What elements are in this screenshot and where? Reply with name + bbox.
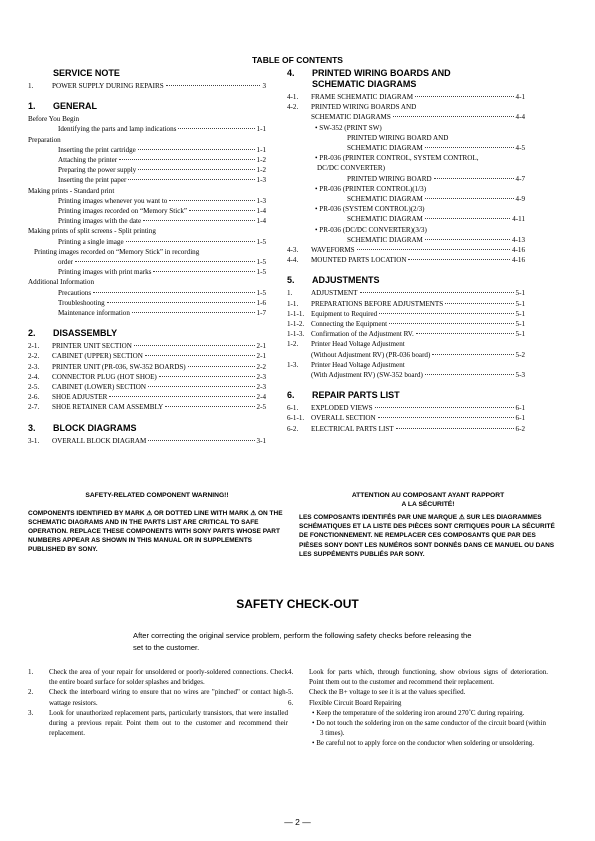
toc-entry bbox=[287, 309, 525, 319]
check-text: Check the B+ voltage to see it is at the values specified. bbox=[309, 688, 466, 697]
check-number: 3. bbox=[28, 708, 34, 717]
entry-text: PREPARATIONS BEFORE ADJUSTMENTS bbox=[311, 299, 444, 308]
leader-dots bbox=[143, 220, 254, 221]
entry-text: Printer Head Voltage Adjustment bbox=[311, 340, 405, 349]
entry-text: SCHEMATIC DIAGRAMS bbox=[311, 113, 391, 122]
entry-text: (Without Adjustment RV) (PR-036 board) bbox=[311, 350, 431, 359]
entry-page: 4-5 bbox=[515, 144, 525, 153]
toc-entry bbox=[28, 175, 266, 185]
toc-entry bbox=[287, 245, 525, 255]
toc-entry bbox=[28, 341, 266, 351]
toc-entry bbox=[287, 194, 525, 204]
entry-page: 1-2 bbox=[256, 166, 266, 175]
entry-text: Making prints of split screens - Split printing bbox=[28, 227, 156, 236]
section-heading bbox=[287, 390, 525, 401]
section-entries bbox=[287, 288, 525, 380]
entry-page: 1-3 bbox=[256, 176, 266, 185]
entry-page: 5-1 bbox=[515, 330, 525, 339]
entry-page: 1-4 bbox=[256, 207, 266, 216]
toc-subheading bbox=[287, 204, 525, 214]
section-entries bbox=[28, 114, 266, 318]
entry-text: PRINTED WIRING BOARDS AND bbox=[311, 103, 417, 112]
toc-entry bbox=[28, 257, 266, 267]
toc-entry bbox=[28, 362, 266, 372]
entry-text: Printing images recorded on “Memory Stick” bbox=[58, 207, 188, 216]
entry-page: 1-5 bbox=[256, 268, 266, 277]
leader-dots bbox=[119, 159, 254, 160]
toc-entry bbox=[28, 288, 266, 298]
entry-text: Confirmation of the Adjustment RV. bbox=[311, 330, 414, 339]
toc-subheading bbox=[287, 339, 525, 349]
entry-text: Precautions bbox=[58, 288, 92, 297]
entry-text: PRINTER UNIT (PR-036, SW-352 BOARDS) bbox=[52, 362, 186, 371]
entry-page: 1-5 bbox=[256, 237, 266, 246]
toc-subheading bbox=[287, 225, 525, 235]
page-number: — 2 — bbox=[284, 817, 311, 827]
check-text: Check the interboard wiring to ensure that no wires are "pinched" or contact high-wattage resistors. bbox=[49, 688, 288, 707]
entry-text: • PR-036 (SYSTEM CONTROL)(2/3) bbox=[315, 205, 425, 214]
check-item bbox=[28, 667, 288, 687]
leader-dots bbox=[425, 374, 514, 375]
entry-text: Printing images recorded on “Memory Stick” in recording bbox=[34, 247, 200, 256]
entry-number: 3-1. bbox=[28, 436, 40, 445]
toc-subheading bbox=[287, 153, 525, 163]
toc-entry bbox=[28, 196, 266, 206]
warning-title: SAFETY-RELATED COMPONENT WARNING!! bbox=[85, 492, 229, 499]
warning-title-line-2: A LA SÉCURITÉ! bbox=[401, 500, 455, 508]
check-text: Flexible Circuit Board Repairing bbox=[309, 698, 402, 707]
toc-entry bbox=[287, 174, 525, 184]
section-heading bbox=[28, 328, 266, 339]
leader-dots bbox=[107, 302, 255, 303]
entry-text: Inserting the print paper bbox=[58, 176, 127, 185]
section-number bbox=[28, 68, 53, 79]
toc-entry bbox=[287, 370, 525, 380]
entry-text: • PR-036 (PRINTER CONTROL, SYSTEM CONTROL, bbox=[315, 154, 479, 163]
toc-entry bbox=[28, 298, 266, 308]
check-item bbox=[288, 687, 548, 697]
entry-page: 2-3 bbox=[256, 372, 266, 381]
entry-number: 2-7. bbox=[28, 403, 40, 412]
check-item bbox=[288, 698, 548, 708]
leader-dots bbox=[153, 271, 254, 272]
toc-entry bbox=[287, 214, 525, 224]
entry-page: 2-3 bbox=[256, 383, 266, 392]
leader-dots bbox=[360, 292, 514, 293]
toc-entry bbox=[28, 145, 266, 155]
check-bullet: • Be careful not to apply force on the conductor when soldering or unsoldering. bbox=[312, 739, 535, 748]
entry-text: (With Adjustment RV) (SW-352 board) bbox=[311, 371, 423, 380]
entry-page: 4-1 bbox=[515, 93, 525, 101]
leader-dots bbox=[109, 396, 254, 397]
leader-dots bbox=[432, 354, 513, 355]
entry-text: Printing images with print marks bbox=[58, 268, 152, 277]
entry-page: 1-2 bbox=[256, 156, 266, 165]
leader-dots bbox=[134, 345, 255, 346]
section-title: ADJUSTMENTS bbox=[312, 275, 380, 286]
entry-page: 2-2 bbox=[256, 362, 266, 371]
check-item bbox=[28, 687, 288, 707]
entry-text: Inserting the print cartridge bbox=[58, 145, 136, 154]
entry-page: 4-9 bbox=[515, 195, 525, 204]
entry-number: 6-1. bbox=[287, 404, 299, 413]
entry-text: Printing images with the date bbox=[58, 217, 142, 226]
entry-text: Making prints - Standard print bbox=[28, 186, 115, 195]
entry-text: ELECTRICAL PARTS LIST bbox=[311, 424, 394, 433]
safety-warning-french bbox=[299, 492, 557, 559]
toc-entry bbox=[287, 424, 525, 434]
toc-entry bbox=[28, 351, 266, 361]
entry-text: CONNECTOR PLUG (HOT SHOE) bbox=[52, 372, 157, 381]
entry-number: 1-1-1. bbox=[287, 309, 305, 318]
entry-page: 1-1 bbox=[256, 145, 266, 154]
entry-page: 1-7 bbox=[256, 309, 266, 318]
section-title: REPAIR PARTS LIST bbox=[312, 390, 400, 401]
entry-text: PRINTER UNIT SECTION bbox=[52, 342, 132, 351]
check-item bbox=[288, 667, 548, 687]
entry-page: 2-1 bbox=[256, 342, 266, 351]
entry-number: 1. bbox=[28, 82, 34, 90]
toc-entry bbox=[287, 92, 525, 102]
entry-page: 6-1 bbox=[515, 404, 525, 413]
leader-dots bbox=[189, 210, 254, 211]
entry-number: 2-1. bbox=[28, 342, 40, 351]
leader-dots bbox=[93, 292, 254, 293]
section-number: 2. bbox=[28, 328, 36, 339]
toc-entry bbox=[28, 372, 266, 382]
entry-text: SCHEMATIC DIAGRAM bbox=[347, 215, 423, 224]
check-number: 6. bbox=[288, 698, 294, 707]
entry-number: 4-2. bbox=[287, 103, 299, 112]
section-entries bbox=[28, 81, 266, 91]
section-heading bbox=[28, 423, 266, 434]
entry-page: 4-7 bbox=[515, 174, 525, 183]
section-heading bbox=[28, 68, 266, 79]
entry-text: SCHEMATIC DIAGRAM bbox=[347, 144, 423, 153]
leader-dots bbox=[434, 178, 514, 179]
entry-number: 1. bbox=[287, 289, 293, 298]
entry-page: 3-1 bbox=[256, 436, 266, 445]
entry-text: Equipment to Required bbox=[311, 309, 378, 318]
leader-dots bbox=[425, 239, 510, 240]
toc-title: TABLE OF CONTENTS bbox=[252, 55, 343, 65]
leader-dots bbox=[138, 149, 255, 150]
entry-text: • SW-352 (PRINT SW) bbox=[315, 123, 382, 132]
entry-page: 2-1 bbox=[256, 352, 266, 361]
toc-subheading bbox=[28, 114, 266, 124]
leader-dots bbox=[357, 249, 510, 250]
entry-text: Connecting the Equipment bbox=[311, 320, 388, 329]
toc-entry bbox=[28, 216, 266, 226]
section-title: GENERAL bbox=[53, 101, 98, 112]
entry-page: 5-1 bbox=[515, 320, 525, 329]
toc-entry bbox=[287, 288, 525, 298]
leader-dots bbox=[169, 200, 254, 201]
toc-entry bbox=[287, 235, 525, 245]
toc-subheading bbox=[28, 186, 266, 196]
entry-page: 1-3 bbox=[256, 196, 266, 205]
toc-entry bbox=[28, 436, 266, 446]
safety-checkout-intro: After correcting the original service problem, perform the following safety checks before releasing the set to the customer. bbox=[133, 631, 472, 652]
leader-dots bbox=[128, 179, 254, 180]
check-text: Look for parts which, through functioning, show obvious signs of deterioration. Point them out to the customer and recommend their replacement. bbox=[309, 668, 548, 687]
entry-page: 5-3 bbox=[515, 371, 525, 380]
section-heading bbox=[28, 101, 266, 112]
leader-dots bbox=[165, 406, 254, 407]
entry-page: 4-4 bbox=[515, 113, 525, 122]
section-number: 5. bbox=[287, 275, 295, 286]
toc-entry bbox=[28, 206, 266, 216]
entry-number: 1-1. bbox=[287, 299, 299, 308]
entry-text: Troubleshooting bbox=[58, 298, 105, 307]
leader-dots bbox=[378, 417, 514, 418]
toc-subheading bbox=[28, 135, 266, 145]
toc-subheading bbox=[287, 102, 525, 112]
entry-number: 1-3. bbox=[287, 360, 299, 369]
leader-dots bbox=[75, 261, 255, 262]
section-title: SERVICE NOTE bbox=[53, 68, 120, 78]
toc-subheading bbox=[28, 247, 266, 257]
toc-entry bbox=[28, 237, 266, 247]
leader-dots bbox=[148, 440, 254, 441]
toc-right-column bbox=[287, 68, 525, 434]
toc-subheading bbox=[28, 226, 266, 236]
warning-title-line-1: ATTENTION AU COMPOSANT AYANT RAPPORT bbox=[351, 492, 505, 499]
entry-text: DC/DC CONVERTER) bbox=[317, 164, 385, 173]
entry-text: MOUNTED PARTS LOCATION bbox=[311, 256, 407, 265]
section-number: 6. bbox=[287, 390, 295, 401]
entry-text: SHOE ADJUSTER bbox=[52, 393, 108, 402]
toc-entry bbox=[28, 165, 266, 175]
entry-text: CABINET (LOWER) SECTION bbox=[52, 383, 147, 392]
section-number: 1. bbox=[28, 101, 36, 112]
leader-dots bbox=[126, 241, 255, 242]
toc-entry bbox=[287, 403, 525, 413]
toc-left-column bbox=[28, 68, 266, 446]
entry-number: 2-4. bbox=[28, 372, 40, 381]
entry-number: 1-1-2. bbox=[287, 320, 305, 329]
toc-subheading bbox=[287, 133, 525, 143]
entry-page: 4-13 bbox=[511, 235, 525, 244]
entry-text: EXPLODED VIEWS bbox=[311, 404, 373, 413]
leader-dots bbox=[396, 428, 514, 429]
entry-page: 6-1 bbox=[515, 414, 525, 423]
check-item bbox=[28, 708, 288, 739]
section-title: PRINTED WIRING BOARDS AND SCHEMATIC DIAGRAMS bbox=[312, 68, 451, 89]
check-number: 4. bbox=[288, 668, 294, 676]
toc-entry bbox=[287, 299, 525, 309]
toc-entry bbox=[28, 124, 266, 134]
section-entries bbox=[287, 403, 525, 434]
entry-page: 2-5 bbox=[256, 403, 266, 412]
entry-text: order bbox=[58, 258, 73, 267]
toc-entry bbox=[287, 329, 525, 339]
section-number: 3. bbox=[28, 422, 36, 433]
toc-entry bbox=[28, 267, 266, 277]
toc-entry bbox=[28, 155, 266, 165]
entry-number: 1-1-3. bbox=[287, 330, 305, 339]
entry-number: 2-6. bbox=[28, 393, 40, 402]
leader-dots bbox=[425, 147, 514, 148]
section-entries bbox=[28, 436, 266, 446]
toc-entry bbox=[28, 81, 266, 91]
check-number: 5. bbox=[288, 688, 294, 697]
section-heading bbox=[287, 275, 525, 286]
toc-subheading bbox=[287, 184, 525, 194]
leader-dots bbox=[188, 366, 255, 367]
entry-text: PRINTED WIRING BOARD bbox=[347, 174, 432, 183]
entry-text: CABINET (UPPER) SECTION bbox=[52, 352, 143, 361]
leader-dots bbox=[178, 128, 254, 129]
leader-dots bbox=[132, 312, 255, 313]
entry-text: OVERALL SECTION bbox=[311, 414, 376, 423]
leader-dots bbox=[379, 313, 513, 314]
leader-dots bbox=[416, 333, 514, 334]
toc-entry bbox=[287, 413, 525, 423]
entry-page: 1-1 bbox=[256, 125, 266, 134]
toc-entry bbox=[287, 255, 525, 265]
leader-dots bbox=[148, 386, 254, 387]
checks-left-column bbox=[28, 667, 288, 738]
entry-text: Preparing the power supply bbox=[58, 166, 137, 175]
entry-number: 4-3. bbox=[287, 246, 299, 255]
toc-entry bbox=[287, 319, 525, 329]
entry-text: Maintenance information bbox=[58, 309, 130, 318]
warning-body: COMPONENTS IDENTIFIED BY MARK ⚠ OR DOTTED LINE WITH MARK ⚠ ON THE SCHEMATIC DIAGRAMS AND IN THE PARTS LIST ARE CRITICAL TO SAFE OPERATION. REPLACE THESE COMPONENTS WITH SONY PARTS WHOSE PART NUMBERS APPEAR AS SHOWN IN THIS MANUAL OR IN SUPPLEMENTS PUBLISHED BY SONY. bbox=[28, 509, 283, 554]
leader-dots bbox=[425, 218, 510, 219]
toc-entry bbox=[287, 143, 525, 153]
entry-page: 4-16 bbox=[511, 256, 525, 265]
entry-number: 2-5. bbox=[28, 383, 40, 392]
leader-dots bbox=[445, 303, 513, 304]
toc-subheading bbox=[287, 123, 525, 133]
section-entries bbox=[287, 92, 525, 265]
entry-number: 2-2. bbox=[28, 352, 40, 361]
leader-dots bbox=[425, 198, 514, 199]
leader-dots bbox=[393, 116, 514, 117]
toc-entry bbox=[287, 112, 525, 122]
check-bullet: • Do not touch the soldering iron on the same conductor of the circuit board (within 3 times). bbox=[312, 719, 546, 738]
entry-page: 4-16 bbox=[511, 246, 525, 255]
check-number: 2. bbox=[28, 688, 34, 697]
entry-text: PRINTED WIRING BOARD AND bbox=[347, 133, 449, 142]
leader-dots bbox=[145, 355, 255, 356]
entry-number: 4-1. bbox=[287, 93, 299, 101]
entry-text: Printing images whenever you want to bbox=[58, 196, 168, 205]
entry-page: 1-4 bbox=[256, 217, 266, 226]
entry-number: 6-2. bbox=[287, 424, 299, 433]
entry-page: 1-6 bbox=[256, 298, 266, 307]
entry-text: POWER SUPPLY DURING REPAIRS bbox=[52, 82, 164, 90]
entry-text: • PR-036 (PRINTER CONTROL)(1/3) bbox=[315, 184, 427, 193]
entry-number: 6-1-1. bbox=[287, 414, 305, 423]
toc-subheading bbox=[287, 360, 525, 370]
entry-text: FRAME SCHEMATIC DIAGRAM bbox=[311, 93, 414, 101]
entry-text: Identifying the parts and lamp indications bbox=[58, 125, 177, 134]
entry-number: 2-3. bbox=[28, 362, 40, 371]
entry-page: 1-5 bbox=[256, 288, 266, 297]
toc-subheading bbox=[28, 277, 266, 287]
entry-page: 2-4 bbox=[256, 393, 266, 402]
entry-page: 1-5 bbox=[256, 258, 266, 267]
section-title: DISASSEMBLY bbox=[53, 328, 118, 339]
toc-entry bbox=[28, 308, 266, 318]
entry-page: 3 bbox=[262, 82, 266, 90]
entry-page: 6-2 bbox=[515, 424, 525, 433]
section-title: BLOCK DIAGRAMS bbox=[53, 422, 137, 433]
entry-page: 5-1 bbox=[515, 289, 525, 298]
entry-page: 5-1 bbox=[515, 309, 525, 318]
leader-dots bbox=[415, 96, 513, 97]
leader-dots bbox=[166, 85, 261, 86]
entry-page: 4-11 bbox=[512, 215, 525, 224]
leader-dots bbox=[375, 407, 514, 408]
entry-page: 5-2 bbox=[515, 350, 525, 359]
leader-dots bbox=[138, 169, 254, 170]
entry-number: 4-4. bbox=[287, 256, 299, 265]
section-entries bbox=[28, 341, 266, 412]
safety-checkout-title: SAFETY CHECK-OUT bbox=[236, 597, 359, 611]
entry-text: Before You Begin bbox=[28, 115, 80, 124]
entry-text: ADJUSTMENT bbox=[311, 289, 358, 298]
entry-text: SCHEMATIC DIAGRAM bbox=[347, 195, 423, 204]
entry-number: 1-2. bbox=[287, 340, 299, 349]
check-number: 1. bbox=[28, 668, 34, 676]
checks-right-column bbox=[288, 667, 548, 749]
entry-page: 5-1 bbox=[515, 299, 525, 308]
leader-dots bbox=[408, 259, 510, 260]
entry-text: Preparation bbox=[28, 135, 61, 144]
entry-text: Additional Information bbox=[28, 278, 94, 287]
check-text: Check the area of your repair for unsoldered or poorly-soldered connections. Check the entire board surface for solder splashes and bridges. bbox=[49, 668, 288, 687]
toc-entry bbox=[28, 402, 266, 412]
section-heading bbox=[287, 68, 525, 90]
section-number: 4. bbox=[287, 68, 295, 78]
entry-text: SCHEMATIC DIAGRAM bbox=[347, 235, 423, 244]
entry-text: • PR-036 (DC/DC CONVERTER)(3/3) bbox=[315, 225, 427, 234]
entry-text: Attaching the printer bbox=[58, 156, 118, 165]
leader-dots bbox=[159, 376, 255, 377]
toc-entry bbox=[28, 382, 266, 392]
warning-body: LES COMPOSANTS IDENTIFÉS PAR UNE MARQUE ⚠ SUR LES DIAGRAMMES SCHÉMATIQUES ET LA LISTE DES PIÈCES SONT CRITIQUES POUR LA SÉCURITÉ DE FONCTIONNEMENT. NE REMPLACER CES COMPOSANTS QUE PAR DES PIÈSES SONY DONT LES NUMÉROS SONT DONNÉS DANS CE MANUEL OU DANS LES SUPPÉMENTS PUBLIÉS PAR SONY. bbox=[299, 514, 555, 558]
toc-subheading bbox=[287, 163, 525, 173]
toc-entry bbox=[287, 350, 525, 360]
check-bullet: • Keep the temperature of the soldering iron around 270˚C during repairing. bbox=[312, 708, 525, 717]
entry-text: WAVEFORMS bbox=[311, 246, 355, 255]
entry-text: SHOE RETAINER CAM ASSEMBLY bbox=[52, 403, 164, 412]
leader-dots bbox=[389, 323, 513, 324]
safety-warning-english bbox=[28, 492, 286, 555]
check-text: Look for unauthorized replacement parts, particularly transistors, that were installed during a previous repair. Point them out to the customer and recommend their replacement. bbox=[49, 708, 288, 738]
entry-text: OVERALL BLOCK DIAGRAM bbox=[52, 436, 147, 445]
toc-entry bbox=[28, 392, 266, 402]
entry-text: Printer Head Voltage Adjustment bbox=[311, 360, 405, 369]
entry-text: Printing a single image bbox=[58, 237, 124, 246]
